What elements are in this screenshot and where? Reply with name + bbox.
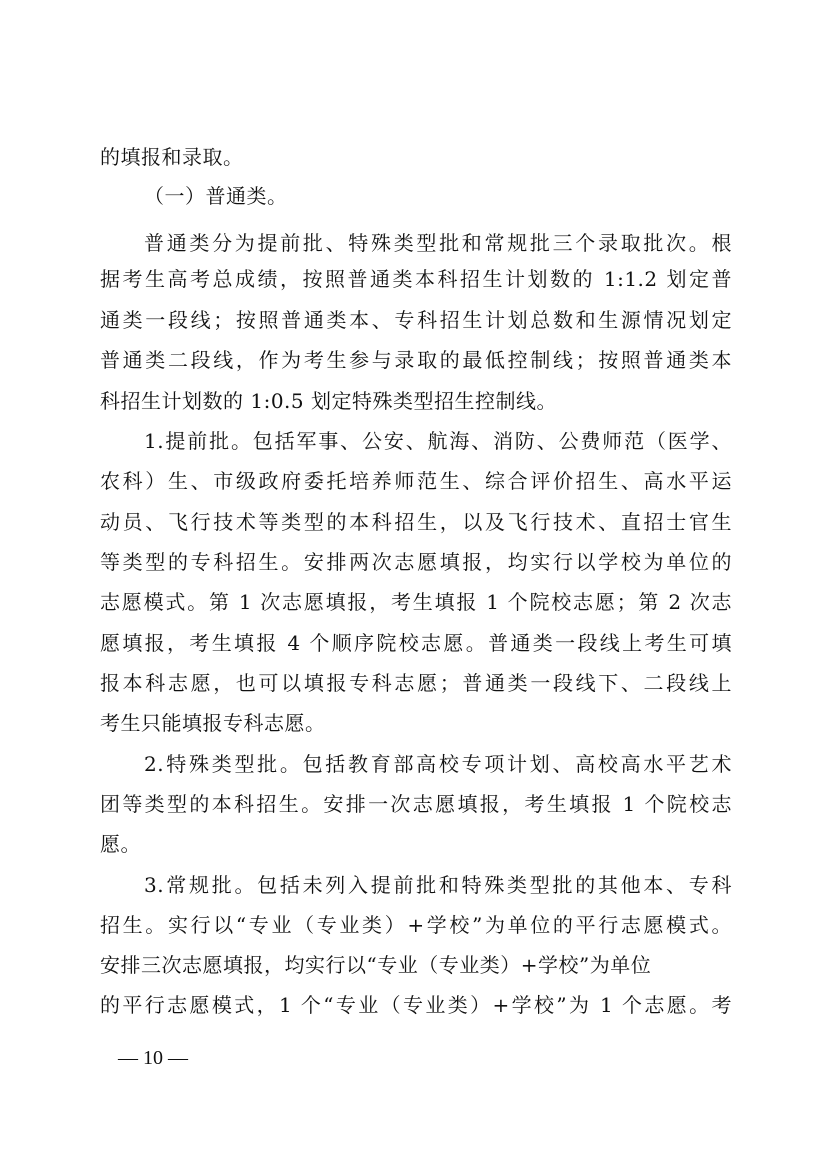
paragraph-line: 3.常规批。包括未列入提前批和特殊类型批的其他本、专科 — [144, 873, 732, 897]
paragraph-line: 的平行志愿模式，1 个“专业（专业类）+学校”为 1 个志愿。考 — [100, 993, 732, 1017]
page-number: — 10 — — [118, 1047, 188, 1069]
paragraph-line: 愿。 — [100, 832, 141, 856]
paragraph-line: 科招生计划数的 1:0.5 划定特殊类型招生控制线。 — [100, 389, 557, 413]
paragraph-line: 普通类分为提前批、特殊类型批和常规批三个录取批次。根 — [144, 231, 732, 255]
paragraph-line: 通类一段线；按照普通类本、专科招生计划总数和生源情况划定 — [100, 308, 732, 332]
paragraph-line: 考生只能填报专科志愿。 — [100, 711, 326, 735]
paragraph-line: 普通类二段线，作为考生参与录取的最低控制线；按照普通类本 — [100, 348, 732, 372]
paragraph-line: 团等类型的本科招生。安排一次志愿填报，考生填报 1 个院校志 — [100, 792, 732, 816]
paragraph-line: 等类型的专科招生。安排两次志愿填报，均实行以学校为单位的 — [100, 550, 732, 574]
paragraph-line: 安排三次志愿填报，均实行以“专业（专业类）+学校”为单位 — [100, 953, 652, 977]
paragraph-line: 报本科志愿，也可以填报专科志愿；普通类一段线下、二段线上 — [100, 671, 732, 695]
paragraph-line: 的填报和录取。 — [100, 145, 244, 169]
paragraph-line: 志愿模式。第 1 次志愿填报，考生填报 1 个院校志愿；第 2 次志 — [100, 590, 732, 614]
paragraph-line: 1.提前批。包括军事、公安、航海、消防、公费师范（医学、 — [144, 429, 732, 453]
paragraph-line: 招生。实行以“专业（专业类）+学校”为单位的平行志愿模式。 — [100, 913, 732, 937]
paragraph-line: 农科）生、市级政府委托培养师范生、综合评价招生、高水平运 — [100, 469, 732, 493]
paragraph-line: 据考生高考总成绩，按照普通类本科招生计划数的 1:1.2 划定普 — [100, 267, 732, 291]
paragraph-line: 动员、飞行技术等类型的本科招生，以及飞行技术、直招士官生 — [100, 510, 732, 534]
section-heading: （一）普通类。 — [144, 184, 288, 208]
paragraph-line: 愿填报，考生填报 4 个顺序院校志愿。普通类一段线上考生可填 — [100, 631, 732, 655]
paragraph-line: 2.特殊类型批。包括教育部高校专项计划、高校高水平艺术 — [144, 752, 732, 776]
